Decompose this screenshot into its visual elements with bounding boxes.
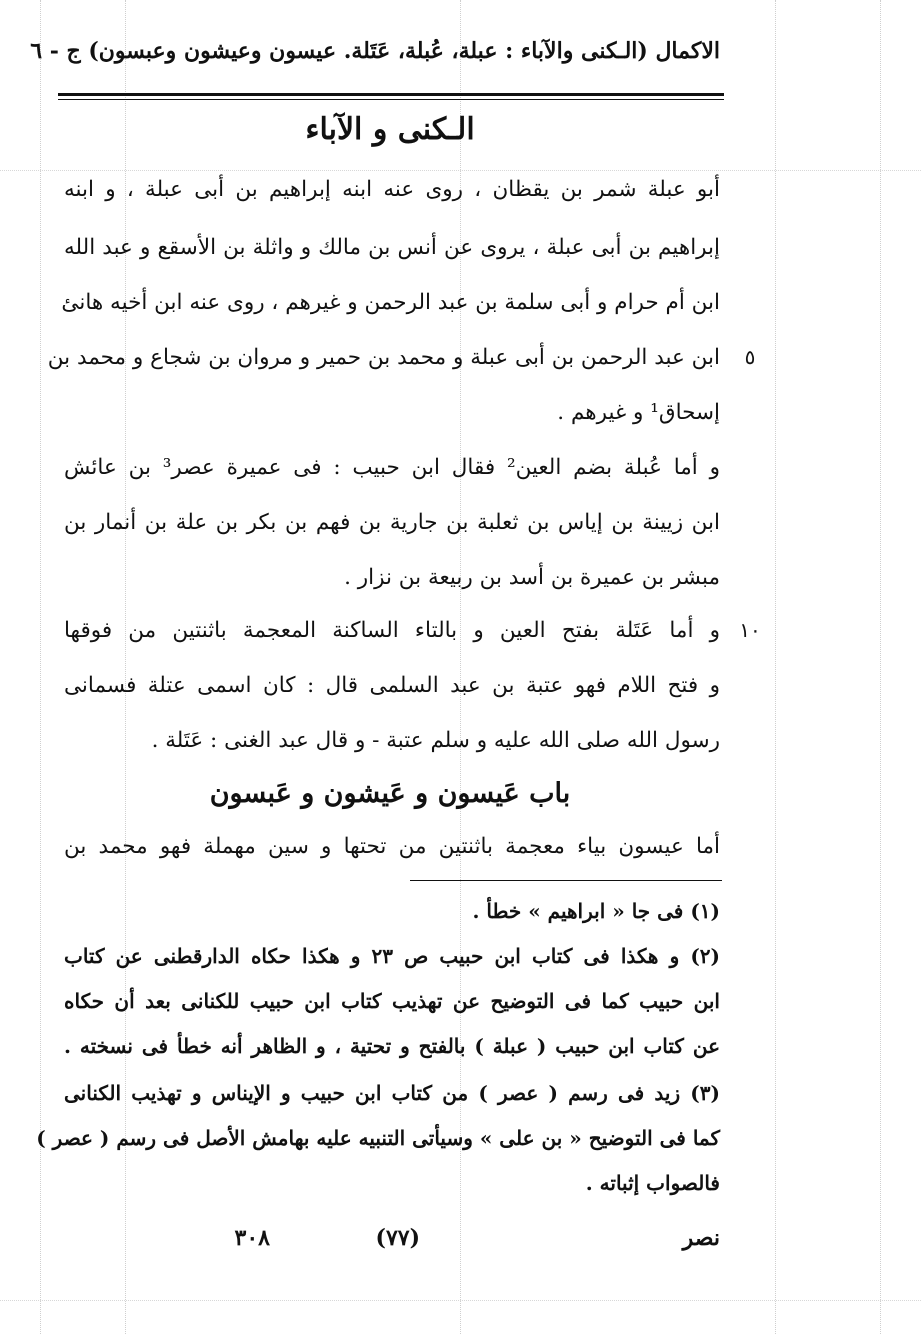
page-footer [90,1225,720,1259]
body-line: إسحاق¹ و غيرهم . [557,400,720,425]
body-line: رسول الله صلى الله عليه و سلم عتبة - و قال عبد الغنى : عَتَلة . [151,728,720,753]
line-number: ١٠ [739,618,761,642]
footnote-line: فالصواب إثباته . [585,1171,720,1195]
scan-gridline [0,1300,921,1301]
footer-signature-word: نصر [682,1225,720,1251]
body-line: و فتح اللام فهو عتبة بن عبد السلمى قال : كان اسمى عتلة فسمانى [64,673,720,698]
body-line: أما عيسون بياء معجمة باثنتين من تحتها و سين مهملة فهو محمد بن [64,834,720,859]
scan-gridline [775,0,776,1334]
footnote-rule [410,880,722,881]
footnote-line: كما فى التوضيح « بن على » وسيأتى التنبيه عليه بهامش الأصل فى رسم ( عصر ) [36,1126,720,1150]
footnote-line: ابن حبيب كما فى التوضيح عن تهذيب كتاب ابن حبيب للكنانى بعد أن حكاه [64,989,720,1013]
footnote-line: عن كتاب ابن حبيب ( عبلة ) بالفتح و تحتية ، و الظاهر أنه خطأ فى نسخته . [64,1034,720,1058]
scan-gridline [0,170,921,171]
footnote-line: (٢) و هكذا فى كتاب ابن حبيب ص ٢٣ و هكذا حكاه الدارقطنى عن كتاب [64,944,721,968]
body-line: ابن زيينة بن إياس بن ثعلبة بن جارية بن فهم بن بكر بن علة بن أنمار بن [64,510,720,535]
body-line: ابن عبد الرحمن بن أبى عبلة و محمد بن حمير و مروان بن شجاع و محمد بن [47,345,720,370]
body-line: أبو عبلة شمر بن يقظان ، روى عنه ابنه إبراهيم بن أبى عبلة ، و ابنه [64,177,720,202]
footnote-line: (٣) زيد فى رسم ( عصر ) من كتاب ابن حبيب و الإيناس و تهذيب الكنانى [64,1081,720,1105]
header-rule [58,93,724,96]
body-line: مبشر بن عميرة بن أسد بن ربيعة بن نزار . [344,565,720,590]
footnote-line: (١) فى جا « ابراهيم » خطأ . [472,899,720,923]
section-title: الـكنى و الآباء [305,112,475,147]
chapter-title: باب عَيسون و عَيشون و عَبسون [209,778,571,809]
body-line: و أما عَتَلة بفتح العين و بالتاء الساكنة المعجمة باثنتين من فوقها [64,618,720,643]
header-rule [58,99,724,100]
body-line: إبراهيم بن أبى عبلة ، يروى عن أنس بن مالك و واثلة بن الأسقع و عبد الله [64,235,720,260]
body-line: ابن أم حرام و أبى سلمة بن عبد الرحمن و غيرهم ، روى عنه ابن أخيه هانئ [61,290,720,315]
body-line: و أما عُبلة بضم العين² فقال ابن حبيب : فى عميرة عصر³ بن عائش [64,455,720,480]
scan-gridline [880,0,881,1334]
line-number: ٥ [744,345,756,369]
page-number: ٣٠٨ [234,1225,270,1251]
running-header: الاكمال (الـكنى والآباء : عبلة، عُبلة، عَتَلة. عيسون وعيشون وعبسون) ج - ٦ [30,38,720,64]
footer-fascicle-number: (٧٧) [375,1225,420,1251]
